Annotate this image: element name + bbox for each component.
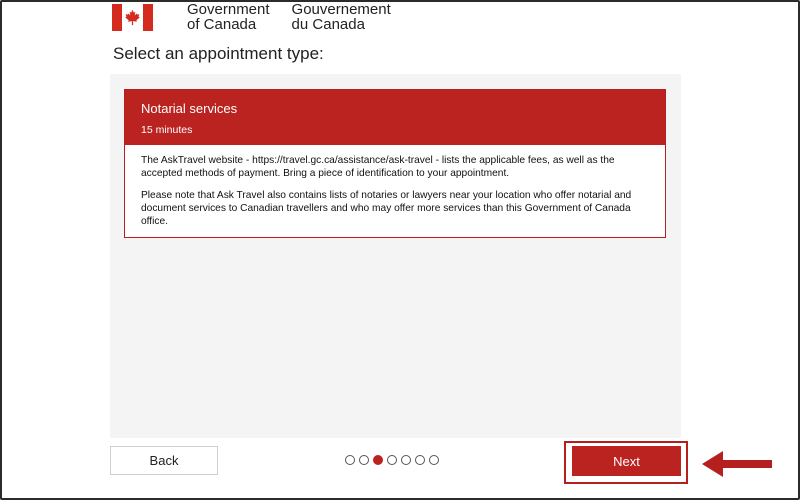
step-dot [345, 455, 355, 465]
step-dot [429, 455, 439, 465]
left-arrow-icon [702, 449, 774, 479]
step-dot [359, 455, 369, 465]
description-paragraph-1: The AskTravel website - https://travel.gc.ca/assistance/ask-travel - lists the applicable fees, as well as the accepted methods of payment. Bring a piece of identification to your appointment. [141, 155, 615, 179]
step-dot-active [373, 455, 383, 465]
appointment-list-panel [110, 74, 681, 438]
page-title: Select an appointment type: [113, 44, 324, 63]
appointment-card-header [125, 90, 665, 145]
description-paragraph-2: Please note that Ask Travel also contains lists of notaries or lawyers near your location who offer notarial and document services to Canadian travellers and who may offer more services than this Government of Canada office. [141, 190, 632, 227]
step-dot [387, 455, 397, 465]
appointment-type-card[interactable] [124, 89, 666, 238]
next-button[interactable]: Next [572, 446, 681, 476]
step-dot [401, 455, 411, 465]
appointment-description [125, 145, 665, 237]
site-header [112, 2, 391, 36]
step-indicator [345, 455, 439, 465]
wordmark-english-line2: of Canada [187, 16, 257, 33]
appointment-duration: 15 minutes [141, 124, 193, 136]
wordmark-english-line1: Government [187, 1, 270, 18]
step-dot [415, 455, 425, 465]
canada-flag-icon [112, 4, 153, 31]
back-button[interactable]: Back [110, 446, 218, 475]
wordmark-french-line1: Gouvernement [291, 1, 391, 18]
appointment-title: Notarial services [141, 101, 238, 116]
wordmark-english [187, 2, 270, 32]
wordmark-french-line2: du Canada [291, 16, 365, 33]
wordmark-french [292, 2, 391, 32]
government-wordmark [187, 2, 391, 32]
